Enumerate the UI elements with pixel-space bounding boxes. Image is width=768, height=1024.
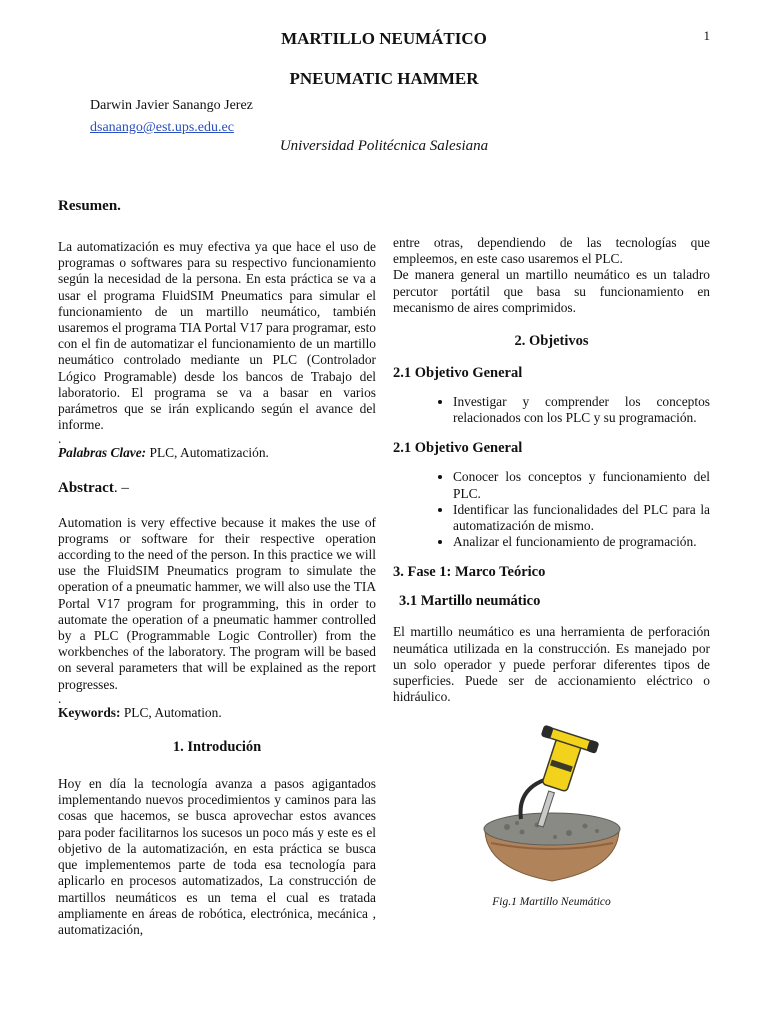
- right-column: [393, 235, 710, 908]
- figure-pneumatic-hammer: [393, 719, 710, 908]
- abstract-dot: .: [58, 690, 62, 706]
- list-item: • Identificar las funcionalidades del PLC para la automatización de mismo.: [453, 502, 710, 534]
- specific-objective-list: [393, 469, 710, 550]
- resumen-keywords-label: Palabras Clave:: [58, 445, 147, 461]
- title-english: PNEUMATIC HAMMER: [289, 69, 479, 88]
- pneumatic-hammer-subheading: 3.1 Martillo neumático: [399, 593, 541, 610]
- list-item: • Investigar y comprender los conceptos relacionados con los PLC y su programación.: [453, 394, 710, 426]
- resumen-heading: Resumen.: [58, 198, 121, 214]
- resumen-keywords: [58, 445, 376, 461]
- hammer-body-group: [526, 725, 599, 797]
- pneumatic-hammer-body: El martillo neumático es una herramienta de perforación neumática utilizada en la construcción. Es manejado por un solo operador y puede perforar diferentes tipos de superficies. Puede ser de accionamiento eléctrico o hidráulico.: [393, 624, 710, 705]
- gravel-surface: [484, 813, 620, 845]
- resumen-dot: .: [58, 431, 62, 447]
- author-name: Darwin Javier Sanango Jerez: [90, 98, 253, 113]
- abstract-keywords-value: PLC, Automation.: [120, 704, 222, 720]
- abstract-heading: [58, 480, 376, 497]
- introduction-body: Hoy en día la tecnología avanza a pasos agigantados implementando nuevos procedimientos y caminos para las cosas que hacemos, se busca aprovechar estos avances para poder facilitarnos los sucesos un poco más y este es el objetivo de la automatización, en esta práctica se busca que implementemos parte de toda esa tecnología para aplicarlo en procesos automatizados, La construcción de martillos neumáticos es un tema el cual es tratada ampliamente en áreas de robótica, electrónica, mecánica , automatización,: [58, 776, 376, 937]
- author-email-link[interactable]: dsanango@est.ups.edu.ec: [90, 120, 234, 135]
- intro-continuation: entre otras, dependiendo de las tecnologías que empleemos, en este caso usaremos el PLC.: [393, 235, 710, 267]
- list-item: • Conocer los conceptos y funcionamiento del PLC.: [453, 469, 710, 501]
- general-objective-heading: 2.1 Objetivo General: [393, 365, 523, 382]
- figure-caption: Fig.1 Martillo Neumático: [492, 896, 611, 909]
- university-name: Universidad Politécnica Salesiana: [279, 138, 489, 154]
- abstract-keywords: [58, 705, 376, 721]
- theoretical-framework-heading: 3. Fase 1: Marco Teórico: [393, 564, 546, 581]
- abstract-keywords-label: Keywords:: [58, 704, 121, 720]
- introduction-heading: 1. Introdución: [172, 739, 262, 756]
- specific-objective-heading: 2.1 Objetivo General: [393, 440, 523, 457]
- intro-hammer-definition: De manera general un martillo neumático es un taladro percutor portátil que basa su funcionamiento en mecanismo de aires comprimidos.: [393, 267, 710, 315]
- list-item: • Analizar el funcionamiento de programación.: [453, 534, 710, 550]
- resumen-body: La automatización es muy efectiva ya que hace el uso de programas o softwares para su respectivo funcionamiento según la necesidad de la persona. En esta práctica se va a usar el programa FluidSIM Pneumatics para simular el funcionamiento de un martillo neumático, también usaremos el programa TIA Portal V17 para programar, esto con el fin de automatizar el funcionamiento de un martillo neumático controlado mediante un PLC (Controlador Lógico Programable) desde los bancos de Trabajo del laboratorio. El programa se va a basar en varios parámetros que se irán explicando según el avance del informe.: [58, 239, 376, 433]
- page-number: 1: [703, 28, 710, 43]
- pneumatic-hammer-illustration: [477, 719, 627, 887]
- general-objective-list: [393, 394, 710, 426]
- title-spanish: MARTILLO NEUMÁTICO: [281, 29, 487, 48]
- objectives-heading: 2. Objetivos: [514, 333, 589, 350]
- abstract-body: Automation is very effective because it makes the use of programs or software for their respective operation according to the need of the person. In this practice we will use the FluidSIM Pneumatics program to simulate the operation of a pneumatic hammer, we will also use the TIA Portal V17 program for programming, this in order to automate the operation of a pneumatic hammer controlled by a PLC (Programmable Logic Controller) from the workbenches of the laboratory. The program will be based on several parameters that will be explained as the report progresses.: [58, 514, 376, 692]
- resumen-keywords-value: PLC, Automatización.: [146, 445, 269, 461]
- left-column: [58, 198, 376, 938]
- abstract-heading-text: Abstract: [58, 479, 114, 496]
- abstract-heading-suffix: . –: [113, 479, 129, 496]
